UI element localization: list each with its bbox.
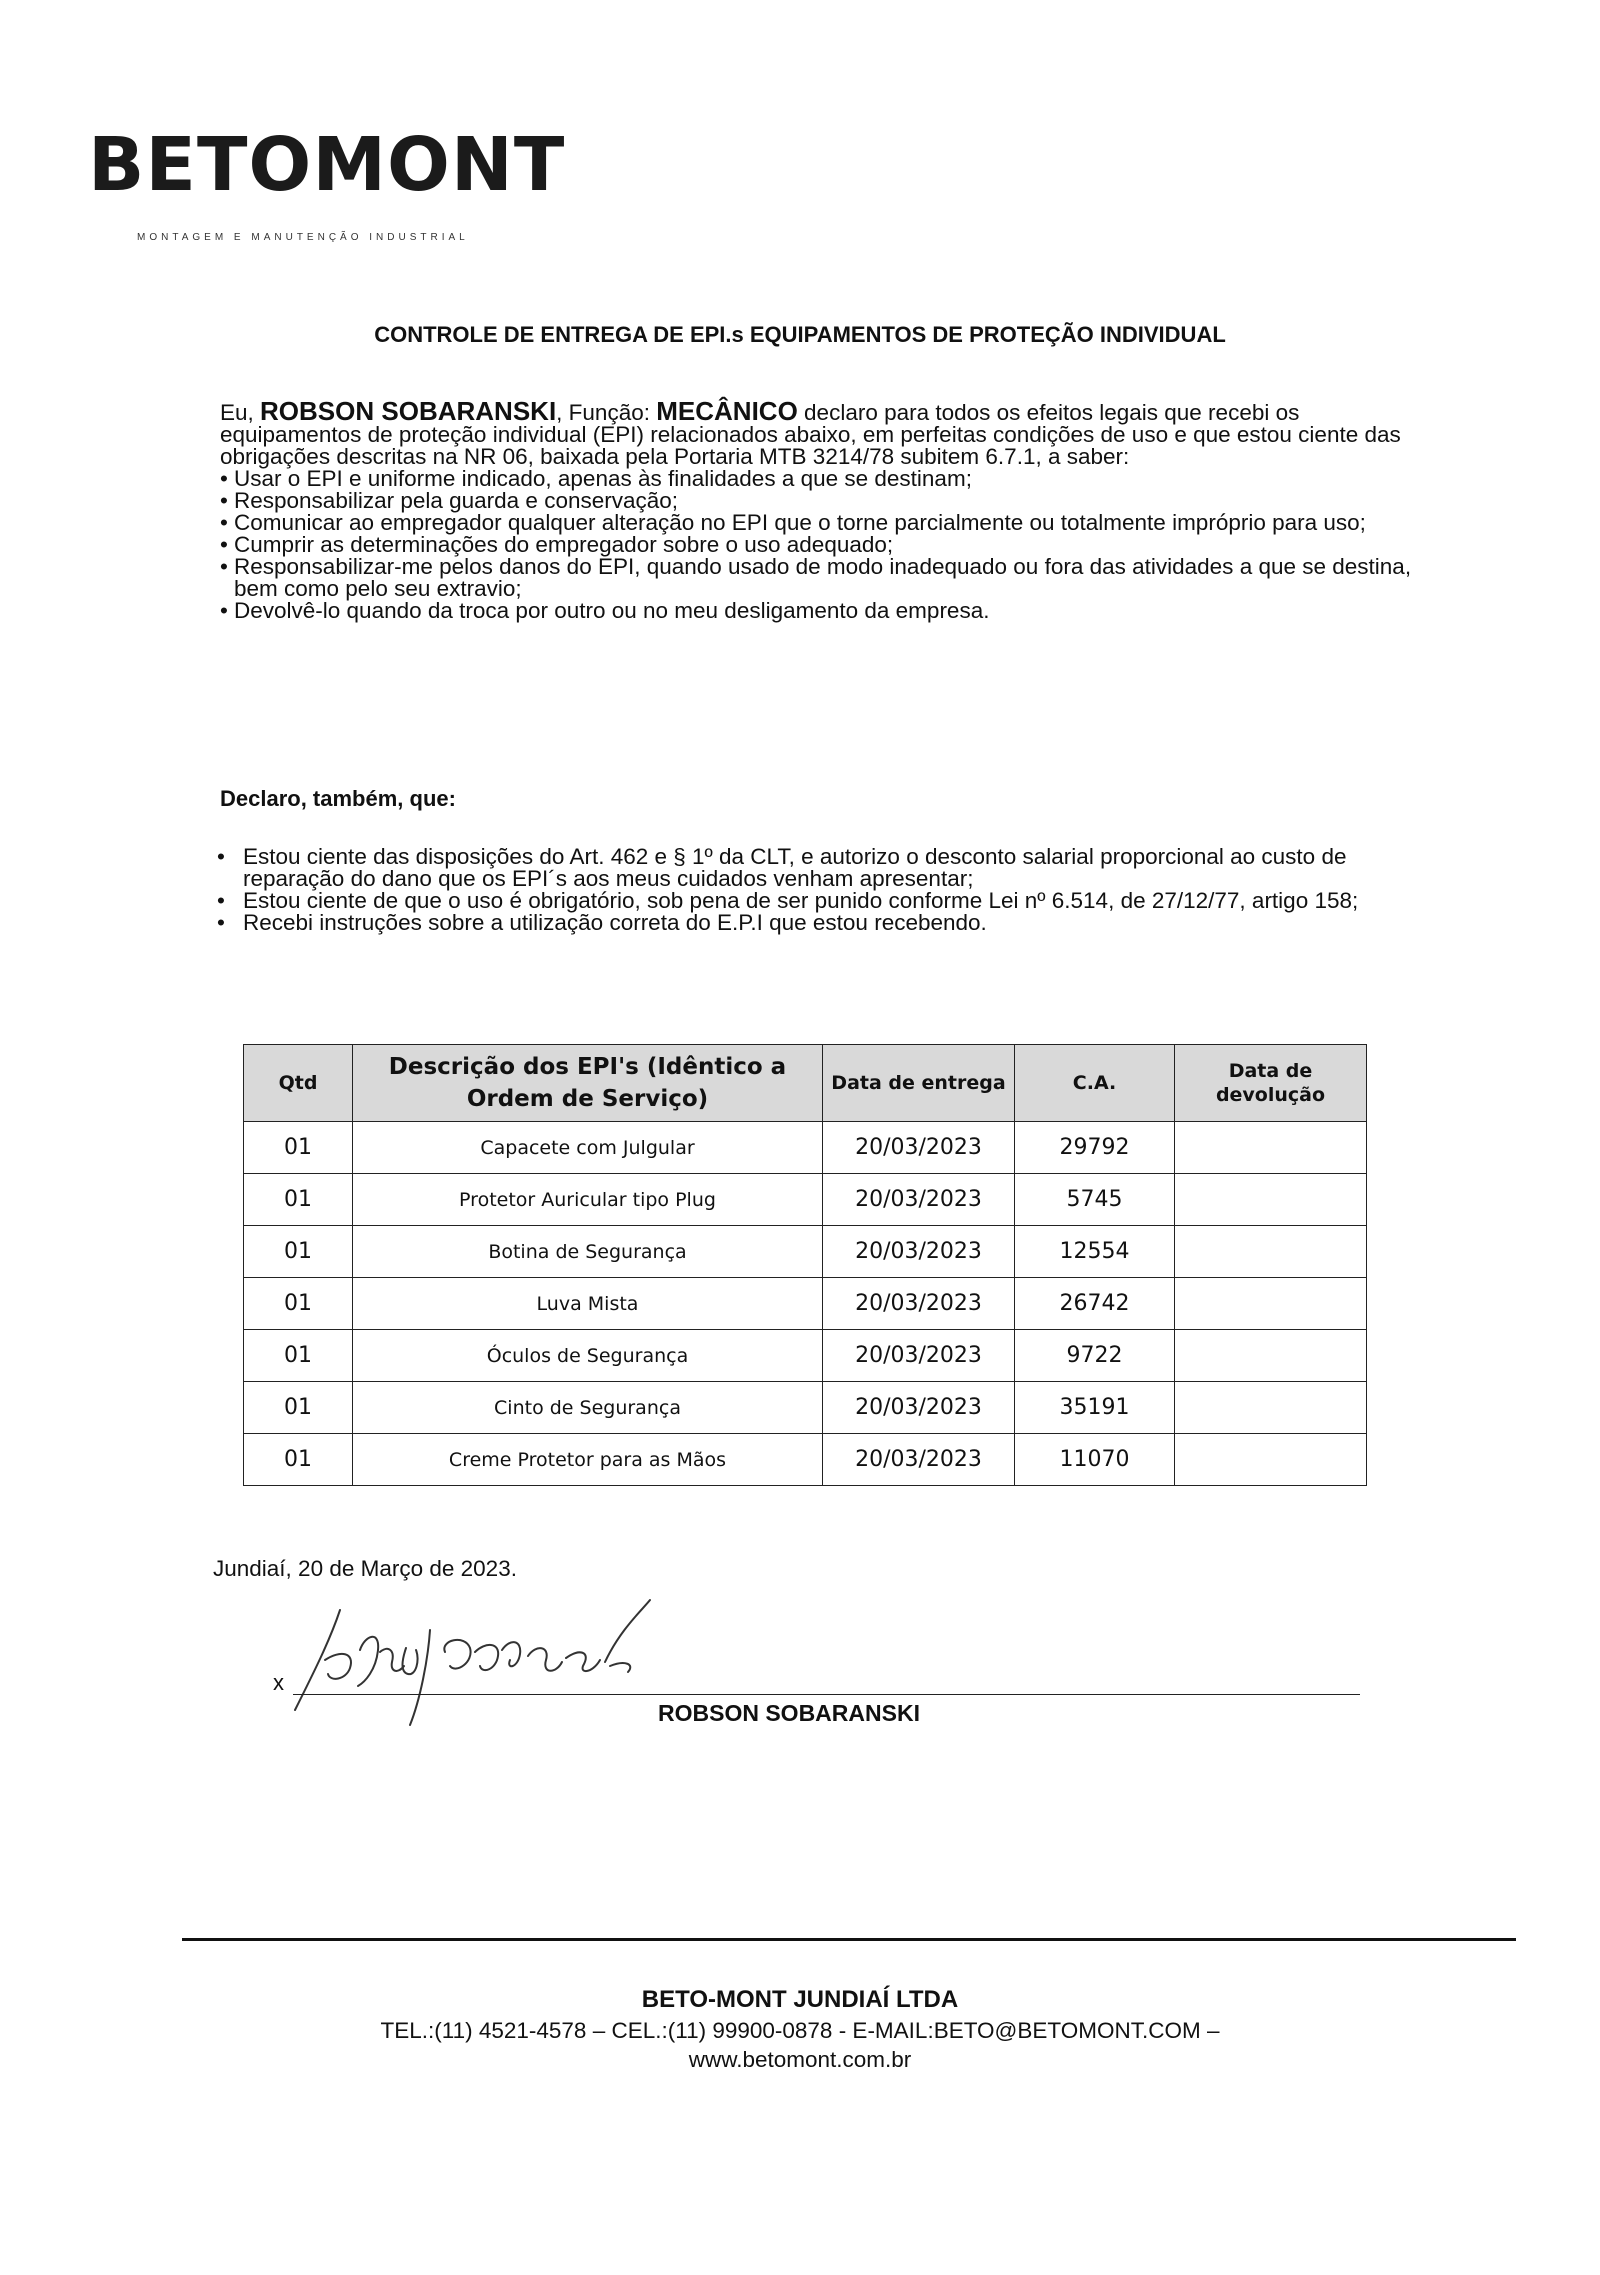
cell-qtd: 01 (244, 1122, 353, 1174)
cell-data-devolucao (1175, 1278, 1367, 1330)
list-item: • Recebi instruções sobre a utilização correta do E.P.I que estou recebendo. (217, 912, 1402, 934)
role-label: , Função: (556, 400, 657, 425)
cell-ca: 11070 (1015, 1434, 1175, 1486)
cell-qtd: 01 (244, 1174, 353, 1226)
cell-descricao: Cinto de Segurança (353, 1382, 823, 1434)
table-header-row (244, 1045, 1367, 1122)
place-date: Jundiaí, 20 de Março de 2023. (213, 1556, 517, 1581)
intro-prefix: Eu, (220, 400, 261, 425)
header-qtd: Qtd (244, 1045, 353, 1122)
cell-descricao: Capacete com Julgular (353, 1122, 823, 1174)
declarations-list (217, 846, 1402, 934)
cell-data-devolucao (1175, 1330, 1367, 1382)
list-item: • Estou ciente das disposições do Art. 462 e § 1º da CLT, e autorizo o desconto salarial proporcional ao custo de reparação do dano que os EPI´s aos meus cuidados venham apresentar; (217, 846, 1402, 890)
header-data-devolucao: Data de devolução (1175, 1045, 1367, 1122)
cell-descricao: Luva Mista (353, 1278, 823, 1330)
cell-data-entrega: 20/03/2023 (823, 1226, 1015, 1278)
cell-data-devolucao (1175, 1382, 1367, 1434)
employee-name: ROBSON SOBARANSKI (260, 396, 557, 426)
signature-mark: x (273, 1670, 284, 1695)
cell-data-entrega: 20/03/2023 (823, 1122, 1015, 1174)
cell-descricao: Botina de Segurança (353, 1226, 823, 1278)
cell-data-entrega: 20/03/2023 (823, 1278, 1015, 1330)
list-item: • Usar o EPI e uniforme indicado, apenas às finalidades a que se destinam; (220, 468, 1430, 490)
cell-data-devolucao (1175, 1122, 1367, 1174)
document-title: CONTROLE DE ENTREGA DE EPI.s EQUIPAMENTOS DE PROTEÇÃO INDIVIDUAL (374, 322, 1226, 347)
footer-company-name: BETO-MONT JUNDIAÍ LTDA (641, 1986, 959, 2013)
cell-ca: 29792 (1015, 1122, 1175, 1174)
obligations-list (220, 468, 1430, 622)
cell-data-devolucao (1175, 1174, 1367, 1226)
cell-data-entrega: 20/03/2023 (823, 1434, 1015, 1486)
intro-text: declaro para todos os efeitos legais que recebi os equipamentos de proteção individual (EPI) relacionados abaixo, em perfeitas condições de uso e que estou ciente das obrigações descritas na NR 06, baixada pela Portaria MTB 3214/78 subitem 6.7.1, a saber: (220, 400, 1401, 469)
cell-qtd: 01 (244, 1434, 353, 1486)
list-item: • Comunicar ao empregador qualquer alteração no EPI que o torne parcialmente ou totalmente impróprio para uso; (220, 512, 1430, 534)
footer-website: www.betomont.com.br (688, 2047, 912, 2072)
header-data-entrega: Data de entrega (823, 1045, 1015, 1122)
cell-qtd: 01 (244, 1382, 353, 1434)
intro-paragraph (220, 396, 1430, 469)
cell-data-entrega: 20/03/2023 (823, 1382, 1015, 1434)
footer-divider (182, 1938, 1516, 1941)
declaration-body (220, 396, 1430, 623)
table-row (244, 1174, 1367, 1226)
epi-table (243, 1044, 1367, 1486)
table-row (244, 1434, 1367, 1486)
cell-ca: 35191 (1015, 1382, 1175, 1434)
cell-data-devolucao (1175, 1226, 1367, 1278)
table-row (244, 1330, 1367, 1382)
employee-role: MECÂNICO (656, 396, 798, 426)
logo-tagline: MONTAGEM E MANUTENÇÃO INDUSTRIAL (137, 232, 469, 243)
cell-data-entrega: 20/03/2023 (823, 1330, 1015, 1382)
declaration-heading: Declaro, também, que: (220, 786, 456, 811)
cell-data-entrega: 20/03/2023 (823, 1174, 1015, 1226)
cell-ca: 12554 (1015, 1226, 1175, 1278)
list-item: • Estou ciente de que o uso é obrigatório, sob pena de ser punido conforme Lei nº 6.514, de 27/12/77, artigo 158; (217, 890, 1402, 912)
cell-qtd: 01 (244, 1226, 353, 1278)
list-item: • Cumprir as determinações do empregador sobre o uso adequado; (220, 534, 1430, 556)
list-item: • Responsabilizar pela guarda e conservação; (220, 490, 1430, 512)
cell-descricao: Protetor Auricular tipo Plug (353, 1174, 823, 1226)
cell-ca: 26742 (1015, 1278, 1175, 1330)
signature-line (293, 1694, 1360, 1695)
list-item: • Devolvê-lo quando da troca por outro ou no meu desligamento da empresa. (220, 600, 1430, 622)
company-logo: BETOMONT (88, 122, 566, 208)
cell-ca: 5745 (1015, 1174, 1175, 1226)
cell-qtd: 01 (244, 1278, 353, 1330)
footer-contact-info: TEL.:(11) 4521-4578 – CEL.:(11) 99900-0878 - E-MAIL:BETO@BETOMONT.COM – (380, 2018, 1220, 2043)
table-row (244, 1382, 1367, 1434)
cell-ca: 9722 (1015, 1330, 1175, 1382)
cell-descricao: Óculos de Segurança (353, 1330, 823, 1382)
cell-data-devolucao (1175, 1434, 1367, 1486)
table-row (244, 1278, 1367, 1330)
cell-descricao: Creme Protetor para as Mãos (353, 1434, 823, 1486)
list-item: • Responsabilizar-me pelos danos do EPI, quando usado de modo inadequado ou fora das atividades a que se destina, bem como pelo seu extravio; (220, 556, 1430, 600)
cell-qtd: 01 (244, 1330, 353, 1382)
header-ca: C.A. (1015, 1045, 1175, 1122)
header-descricao: Descrição dos EPI's (Idêntico a Ordem de Serviço) (353, 1045, 823, 1122)
signatory-name: ROBSON SOBARANSKI (658, 1700, 920, 1726)
table-row (244, 1226, 1367, 1278)
table-row (244, 1122, 1367, 1174)
